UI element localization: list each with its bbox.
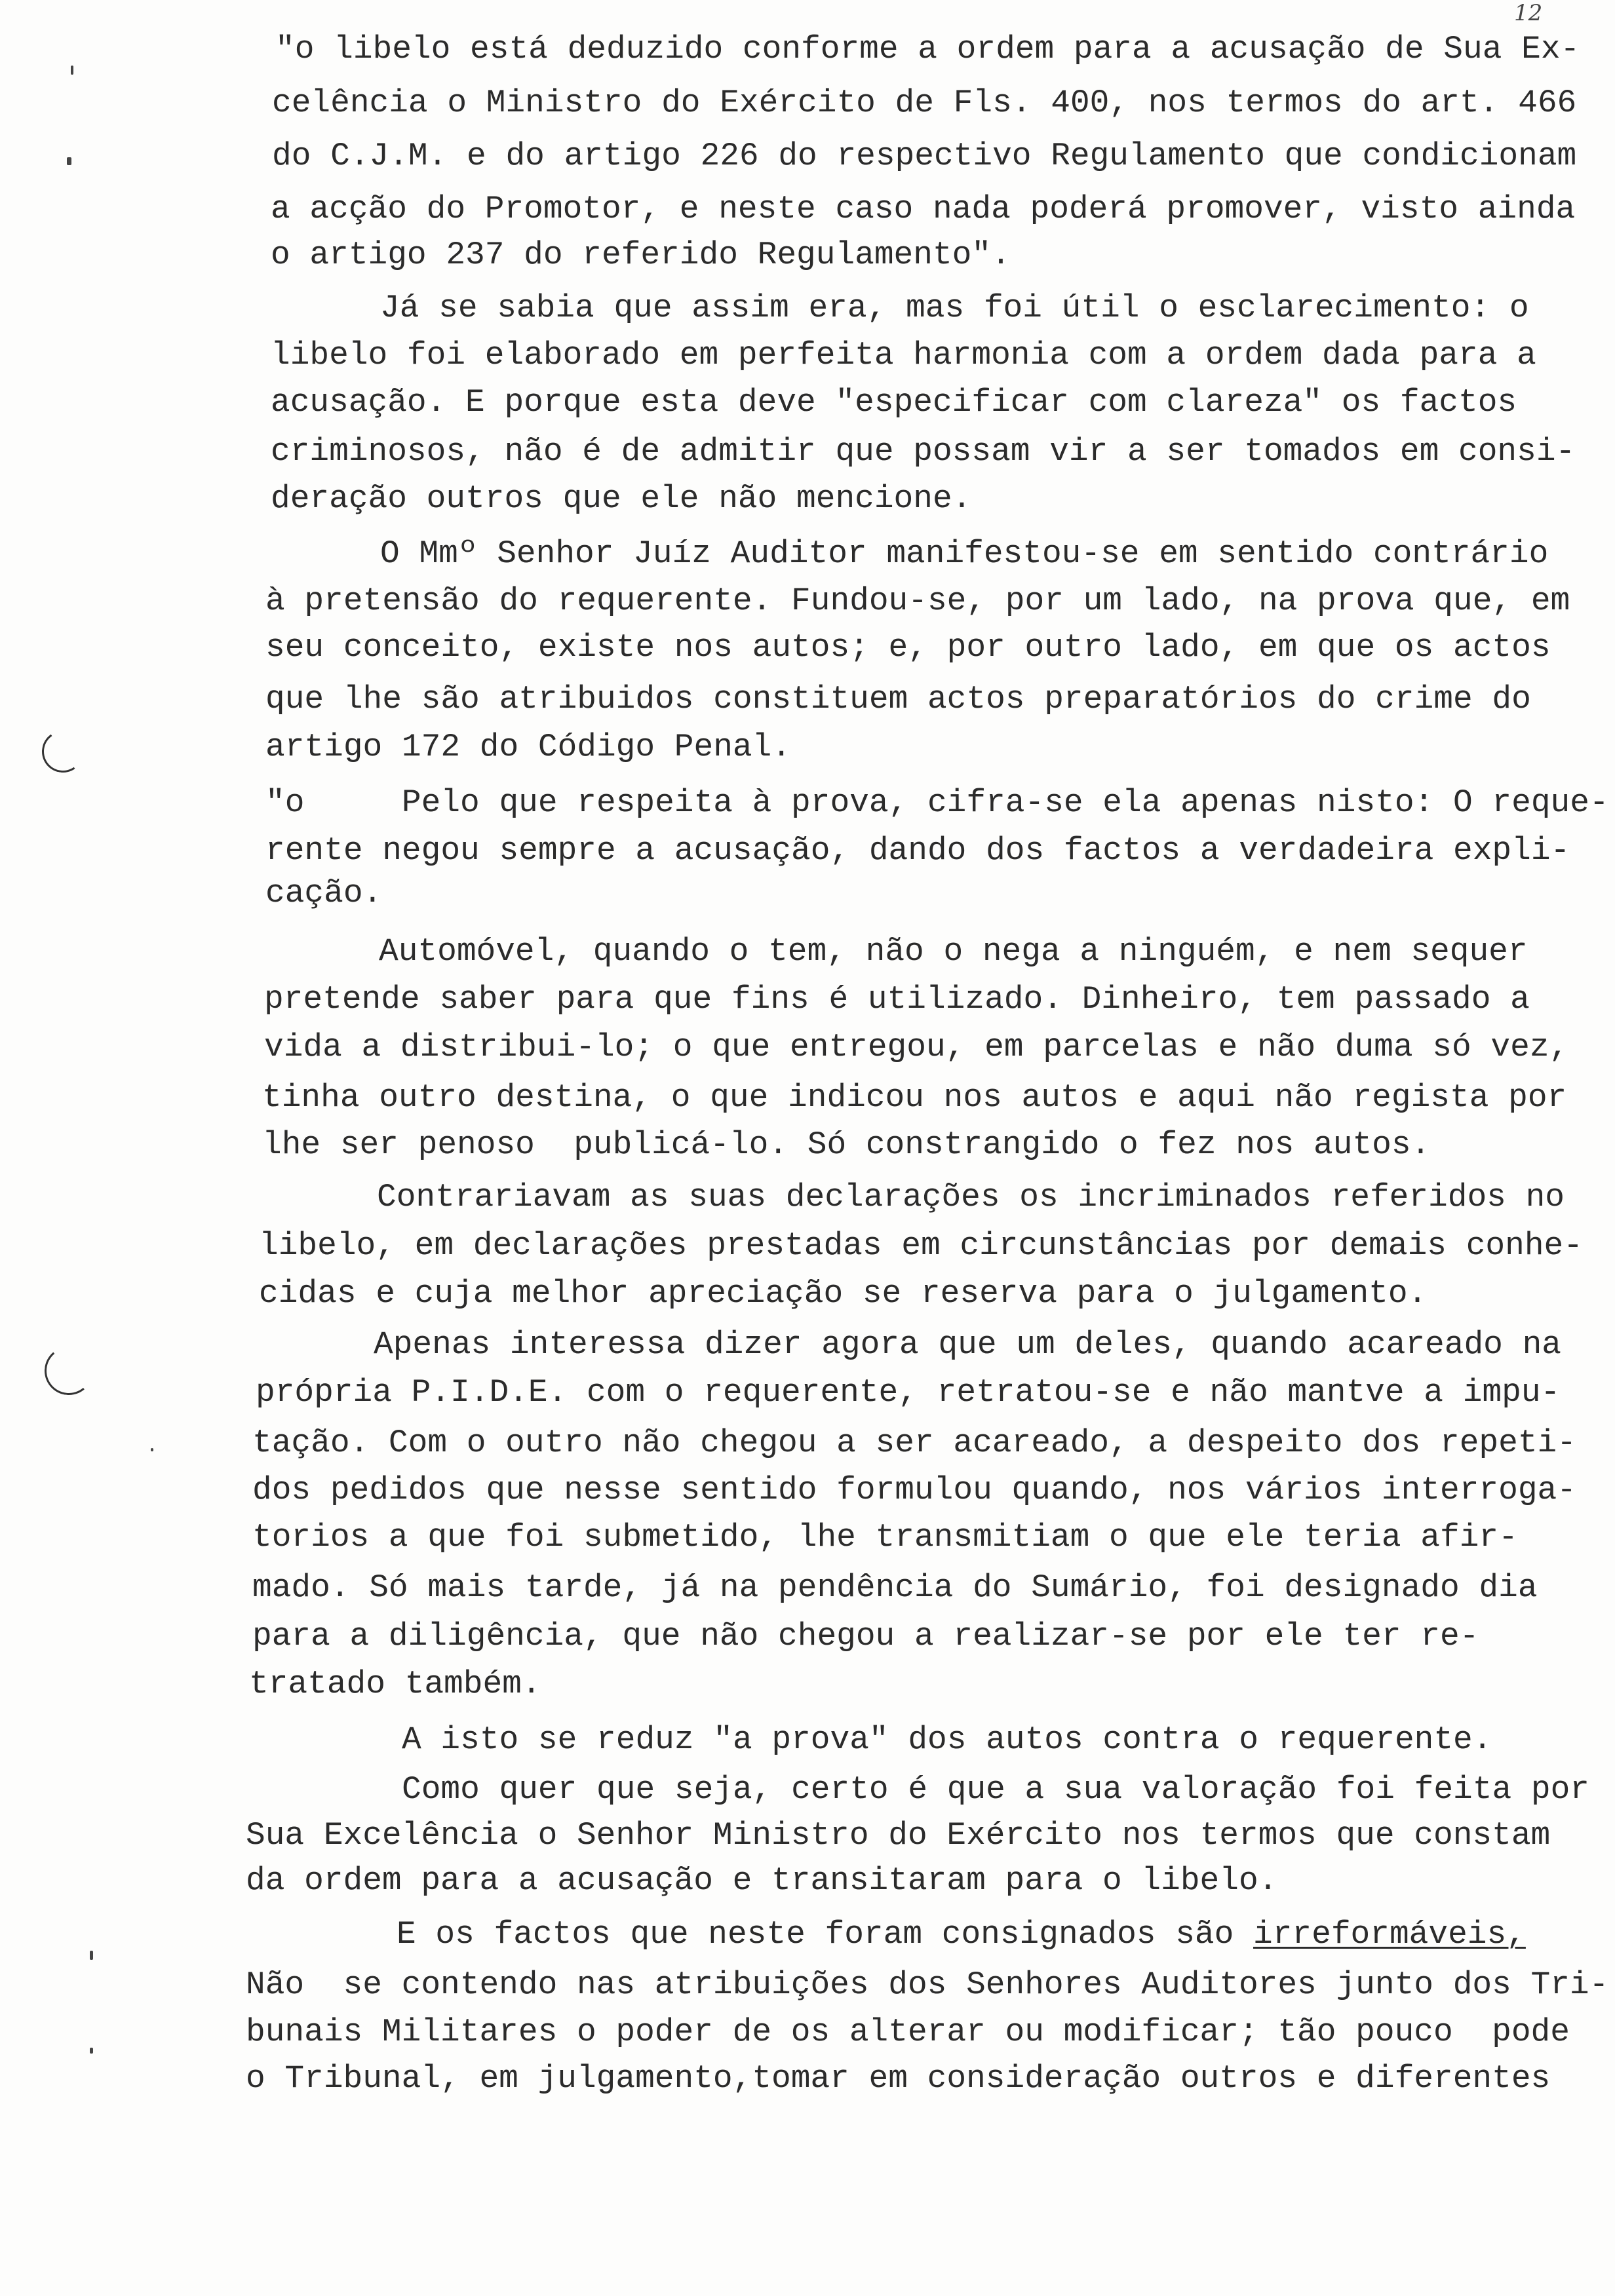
margin-dot xyxy=(71,66,73,75)
text-line: Como quer que seja, certo é que a sua valoração foi feita por xyxy=(402,1771,1589,1808)
text-line: "o Pelo que respeita à prova, cifra-se ela apenas nisto: O reque- xyxy=(265,784,1609,821)
text-line: lhe ser penoso publicá-lo. Só constrangido o fez nos autos. xyxy=(262,1126,1431,1163)
text-line: libelo foi elaborado em perfeita harmonia com a ordem dada para a xyxy=(271,337,1536,373)
text-line: bunais Militares o poder de os alterar ou modificar; tão pouco pode xyxy=(246,2014,1570,2050)
text-line: A isto se reduz "a prova" dos autos contra o requerente. xyxy=(402,1721,1492,1758)
text-line: Sua Excelência o Senhor Ministro do Exército nos termos que constam xyxy=(246,1817,1551,1854)
text-line: o artigo 237 do referido Regulamento". xyxy=(271,237,1011,273)
text-line: cação. xyxy=(265,875,383,911)
text-line xyxy=(397,1915,1526,1954)
text-line: Automóvel, quando o tem, não o nega a ninguém, e nem sequer xyxy=(379,933,1528,970)
text-line: a acção do Promotor, e neste caso nada poderá promover, visto ainda xyxy=(271,191,1576,227)
text-line: Já se sabia que assim era, mas foi útil o esclarecimento: o xyxy=(380,290,1529,326)
text-line: dos pedidos que nesse sentido formulou quando, nos vários interroga- xyxy=(252,1472,1576,1508)
text-line: torios a que foi submetido, lhe transmitiam o que ele teria afir- xyxy=(252,1519,1518,1556)
margin-mark xyxy=(39,727,87,776)
text-line: que lhe são atribuidos constituem actos preparatórios do crime do xyxy=(265,681,1531,718)
text-line: vida a distribui-lo; o que entregou, em parcelas e não duma só vez, xyxy=(264,1029,1569,1065)
text-line: tratado também. xyxy=(249,1666,541,1702)
text-line: deração outros que ele não mencione. xyxy=(271,480,972,517)
text-line: à pretensão do requerente. Fundou-se, por um lado, na prova que, em xyxy=(265,583,1570,619)
underlined-word: irreformáveis, xyxy=(1253,1916,1526,1953)
text-line: rente negou sempre a acusação, dando dos factos a verdadeira expli- xyxy=(265,832,1570,869)
text-line: tinha outro destina, o que indicou nos autos e aqui não regista por xyxy=(262,1079,1567,1116)
text-line: artigo 172 do Código Penal. xyxy=(265,729,792,765)
text-line: acusação. E porque esta deve "especificar com clareza" os factos xyxy=(271,384,1517,421)
text-line: libelo, em declarações prestadas em circunstâncias por demais conhe- xyxy=(259,1227,1583,1264)
text-line: O Mmº Senhor Juíz Auditor manifestou-se em sentido contrário xyxy=(380,535,1549,572)
text-line: cidas e cuja melhor apreciação se reserva para o julgamento. xyxy=(259,1275,1428,1312)
text-line: o Tribunal, em julgamento,tomar em consideração outros e diferentes xyxy=(246,2060,1551,2097)
text-fragment: E os factos que neste foram consignados são xyxy=(397,1916,1254,1953)
text-line: do C.J.M. e do artigo 226 do respectivo Regulamento que condicionam xyxy=(272,138,1577,174)
margin-dot xyxy=(90,1951,93,1960)
text-line: seu conceito, existe nos autos; e, por outro lado, em que os actos xyxy=(265,629,1551,666)
margin-dot xyxy=(151,1448,153,1451)
text-line: "o libelo está deduzido conforme a ordem para a acusação de Sua Ex- xyxy=(275,31,1580,67)
text-line: pretende saber para que fins é utilizado. Dinheiro, tem passado a xyxy=(264,981,1530,1018)
text-line: Não se contendo nas atribuições dos Senhores Auditores junto dos Tri- xyxy=(246,1966,1609,2003)
text-line: própria P.I.D.E. com o requerente, retratou-se e não mantve a impu- xyxy=(256,1374,1561,1411)
margin-dot xyxy=(67,157,71,165)
text-line: mado. Só mais tarde, já na pendência do Sumário, foi designado dia xyxy=(252,1569,1538,1606)
margin-dot xyxy=(90,2048,93,2054)
text-line: tação. Com o outro não chegou a ser acareado, a despeito dos repeti- xyxy=(252,1425,1576,1461)
text-line: criminosos, não é de admitir que possam vir a ser tomados em consi- xyxy=(271,433,1576,470)
text-line: para a diligência, que não chegou a realizar-se por ele ter re- xyxy=(252,1618,1479,1655)
text-line: Contrariavam as suas declarações os incriminados referidos no xyxy=(377,1179,1565,1215)
page-number: 12 xyxy=(1514,0,1543,26)
text-line: Apenas interessa dizer agora que um deles, quando acareado na xyxy=(374,1326,1561,1363)
text-line: da ordem para a acusação e transitaram para o libelo. xyxy=(246,1862,1278,1899)
margin-mark xyxy=(43,1345,95,1397)
text-line: celência o Ministro do Exército de Fls. 400, nos termos do art. 466 xyxy=(272,85,1577,121)
